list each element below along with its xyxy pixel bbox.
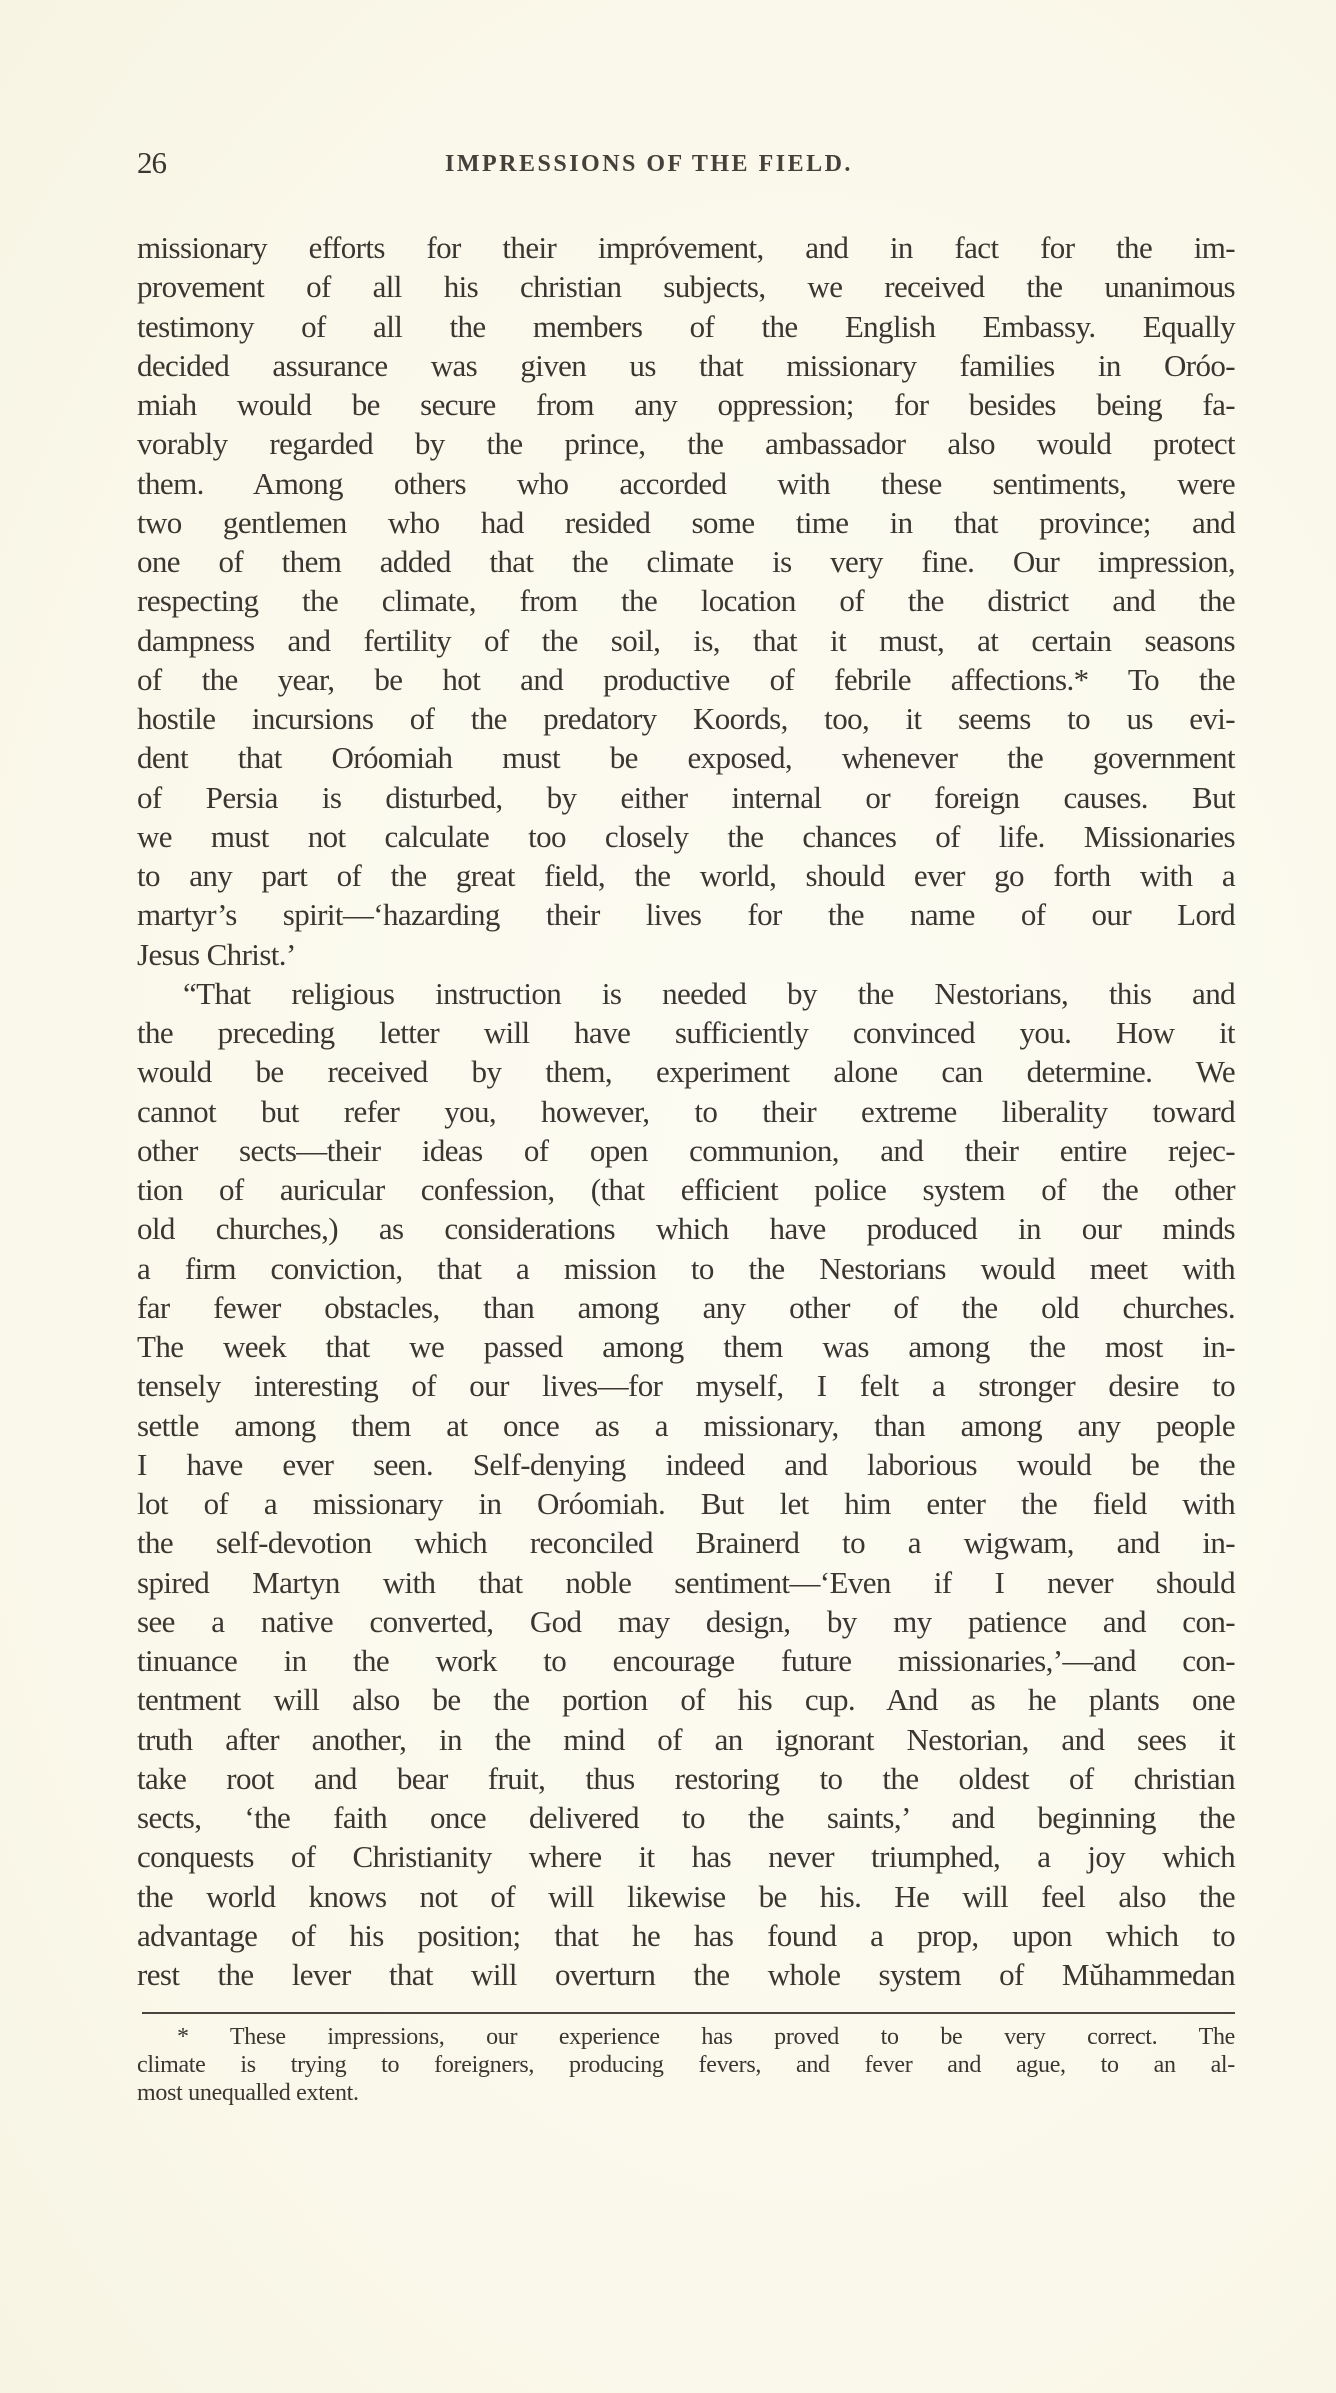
text-line: one of them added that the climate is very fine. Our impression, [137, 544, 1235, 579]
text-line: tinuance in the work to encourage future missionaries,’—and con- [137, 1643, 1235, 1678]
text-line: provement of all his christian subjects, we received the unanimous [137, 269, 1235, 305]
text-line: of the year, be hot and productive of febrile affections.* To the [137, 661, 1235, 697]
text-line: conquests of Christianity where it has never triumphed, a joy which [137, 1839, 1235, 1875]
text-line: other sects—their ideas of open communion, and their entire rejec- [137, 1132, 1235, 1168]
text-line: missionary efforts for their impróvement, and in fact for the im- [137, 230, 1235, 265]
running-head [137, 147, 1235, 181]
text-line: settle among them at once as a missionary, than among any people [137, 1407, 1235, 1443]
text-line: rest the lever that will overturn the whole system of Mŭhammedan [137, 1957, 1235, 1992]
text-line: respecting the climate, from the location of the district and the [137, 583, 1235, 619]
text-line: I have ever seen. Self-denying indeed and laborious would be the [137, 1446, 1235, 1482]
text-line: two gentlemen who had resided some time in that province; and [137, 504, 1235, 540]
text-line: tensely interesting of our lives—for myself, I felt a stronger desire to [137, 1368, 1235, 1404]
text-line: cannot but refer you, however, to their extreme liberality toward [137, 1093, 1235, 1129]
footnote-rule [142, 2012, 1235, 2014]
text-line: tion of auricular confession, (that efficient police system of the other [137, 1172, 1235, 1207]
text-line: tentment will also be the portion of his cup. And as he plants one [137, 1682, 1235, 1718]
footnote-line: * These impressions, our experience has proved to be very correct. The [177, 2024, 1235, 2050]
text-line: to any part of the great field, the world, should ever go forth with a [137, 858, 1235, 893]
text-line: martyr’s spirit—‘hazarding their lives for the name of our Lord [137, 897, 1235, 933]
text-line: vorably regarded by the prince, the ambassador also would protect [137, 426, 1235, 462]
text-line: sects, ‘the faith once delivered to the saints,’ and beginning the [137, 1800, 1235, 1835]
text-line: truth after another, in the mind of an ignorant Nestorian, and sees it [137, 1721, 1235, 1757]
text-line: the self-devotion which reconciled Brainerd to a wigwam, and in- [137, 1525, 1235, 1561]
body-text [137, 228, 1235, 1994]
text-line-paragraph-start: “That religious instruction is needed by the Nestorians, this and [183, 975, 1235, 1011]
text-line: far fewer obstacles, than among any other of the old churches. [137, 1289, 1235, 1325]
text-line: the world knows not of will likewise be his. He will feel also the [137, 1878, 1235, 1914]
text-line: advantage of his position; that he has found a prop, upon which to [137, 1917, 1235, 1953]
text-line: testimony of all the members of the English Embassy. Equally [137, 308, 1235, 344]
text-line: them. Among others who accorded with these sentiments, were [137, 465, 1235, 501]
text-line: old churches,) as considerations which have produced in our minds [137, 1211, 1235, 1247]
text-line: a firm conviction, that a mission to the Nestorians would meet with [137, 1250, 1235, 1286]
text-line: dent that Oróomiah must be exposed, whenever the government [137, 740, 1235, 776]
text-line: hostile incursions of the predatory Koords, too, it seems to us evi- [137, 701, 1235, 736]
text-line: would be received by them, experiment alone can determine. We [137, 1054, 1235, 1090]
text-line: take root and bear fruit, thus restoring to the oldest of christian [137, 1760, 1235, 1796]
text-line: The week that we passed among them was among the most in- [137, 1329, 1235, 1364]
footnote [137, 2023, 1235, 2107]
text-line: of Persia is disturbed, by either internal or foreign causes. But [137, 779, 1235, 815]
text-line-paragraph-end: Jesus Christ.’ [137, 936, 296, 972]
text-line: dampness and fertility of the soil, is, that it must, at certain seasons [137, 622, 1235, 658]
text-line: miah would be secure from any oppression; for besides being fa- [137, 387, 1235, 422]
footnote-line: climate is trying to foreigners, producing fevers, and fever and ague, to an al- [137, 2052, 1235, 2078]
text-line: lot of a missionary in Oróomiah. But let him enter the field with [137, 1486, 1235, 1521]
running-title: IMPRESSIONS OF THE FIELD. [445, 151, 853, 177]
footnote-line: most unequalled extent. [137, 2080, 359, 2106]
text-line: the preceding letter will have sufficiently convinced you. How it [137, 1015, 1235, 1050]
text-line: we must not calculate too closely the chances of life. Missionaries [137, 818, 1235, 854]
text-line: spired Martyn with that noble sentiment—‘Even if I never should [137, 1564, 1235, 1600]
text-line: see a native converted, God may design, by my patience and con- [137, 1603, 1235, 1639]
text-line: decided assurance was given us that missionary families in Oróo- [137, 347, 1235, 383]
page-number: 26 [137, 145, 166, 180]
